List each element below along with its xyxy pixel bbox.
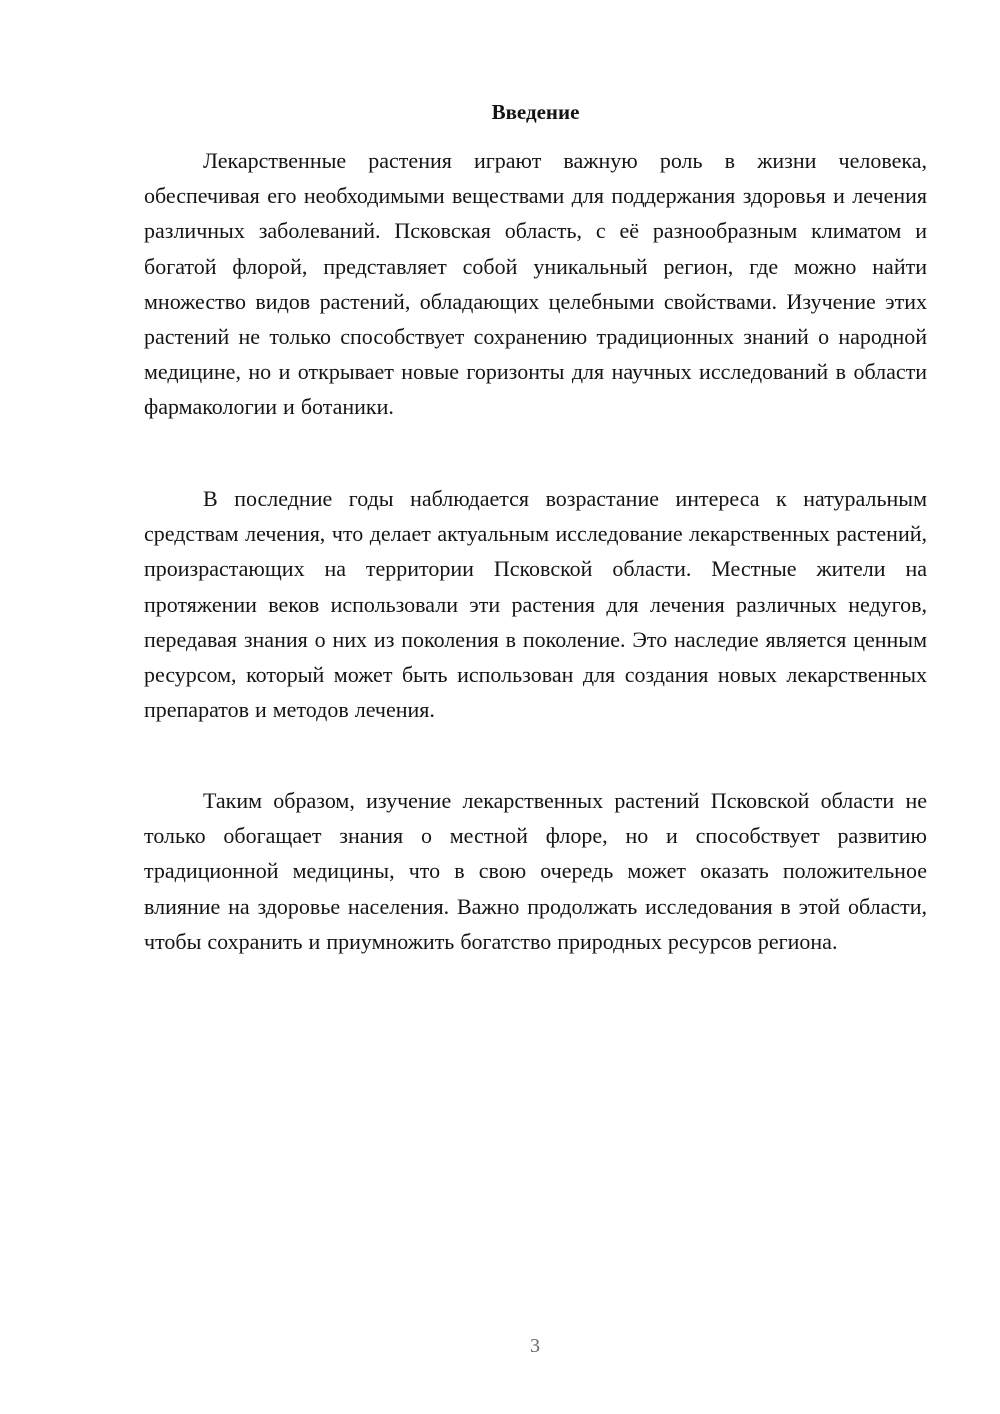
section-heading: Введение — [491, 100, 580, 124]
page-number: 3 — [530, 1335, 540, 1357]
paragraph-3: Таким образом, изучение лекарственных растений Псковской области не только обогащает знания о местной флоре, но и способствует развитию традиционной медицины, что в свою очередь может оказать положительное влияние на здоровье населения. Важно продолжать исследования в этой области, чтобы сохранить и приумножить богатство природных ресурсов региона. — [144, 788, 927, 954]
paragraph-1: Лекарственные растения играют важную роль в жизни человека, обеспечивая его необходимыми веществами для поддержания здоровья и лечения различных заболеваний. Псковская область, с её разнообразным климатом и богатой флорой, представляет собой уникальный регион, где можно найти множество видов растений, обладающих целебными свойствами. Изучение этих растений не только способствует сохранению традиционных знаний о народной медицине, но и открывает новые горизонты для научных исследований в области фармакологии и ботаники. — [144, 148, 927, 420]
paragraph-2: В последние годы наблюдается возрастание интереса к натуральным средствам лечения, что делает актуальным исследование лекарственных растений, произрастающих на территории Псковской области. Местные жители на протяжении веков использовали эти растения для лечения различных недугов, передавая знания о них из поколения в поколение. Это наследие является ценным ресурсом, который может быть использован для создания новых лекарственных препаратов и методов лечения. — [144, 486, 927, 723]
